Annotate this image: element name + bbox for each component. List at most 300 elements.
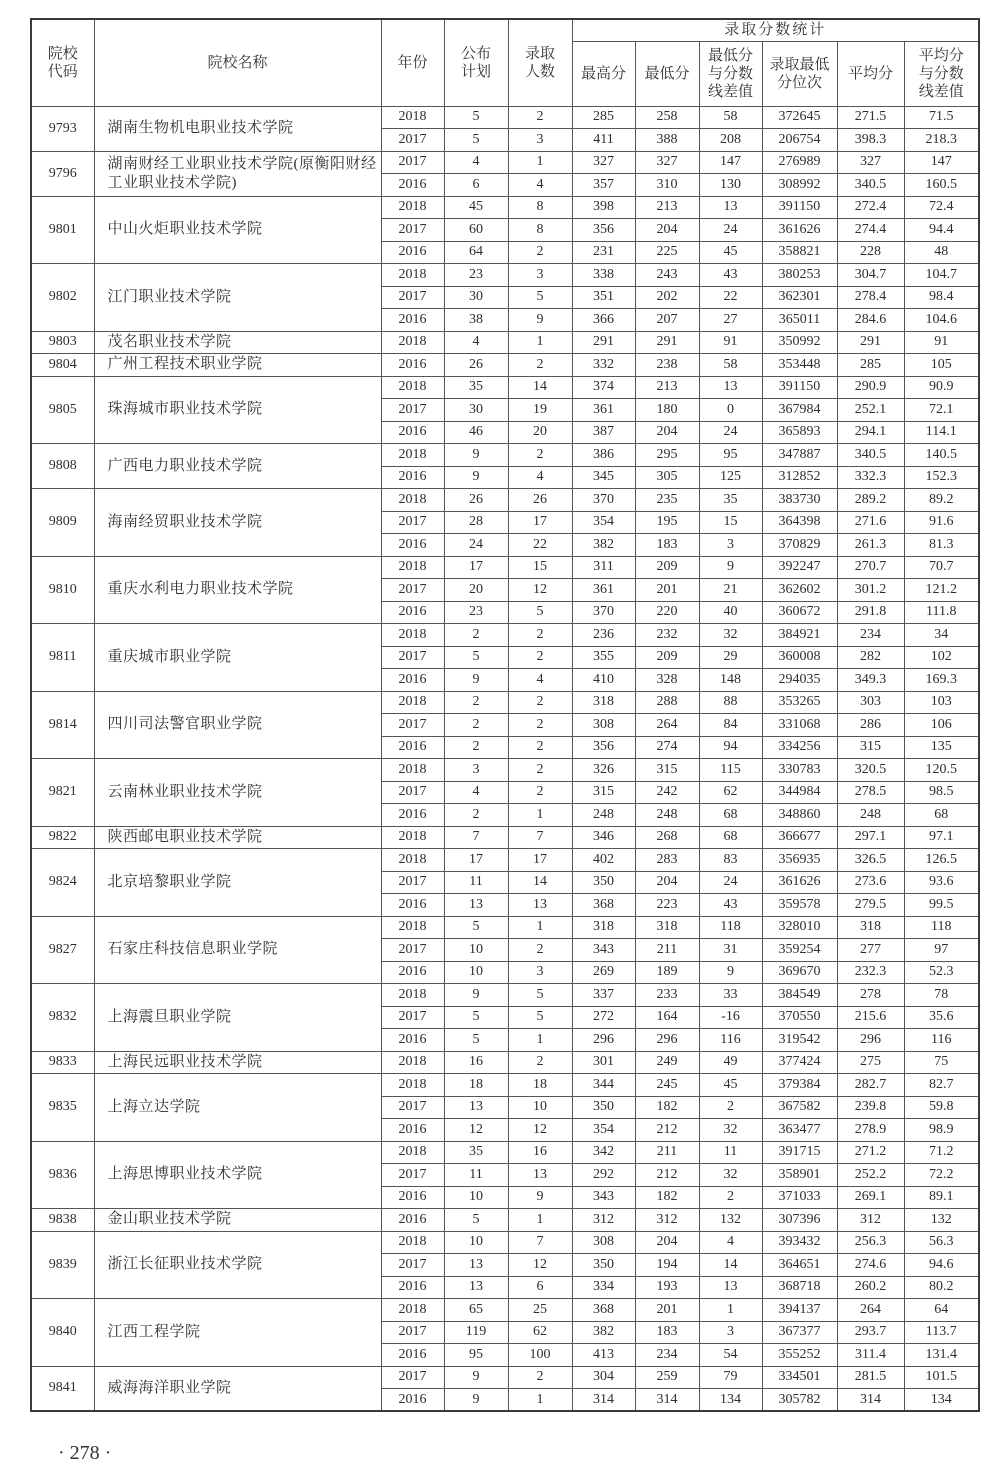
cell-max-score: 315 [572,781,635,804]
cell-year: 2016 [381,1119,444,1142]
cell-min-diff: 15 [699,511,762,534]
cell-year: 2018 [381,849,444,872]
cell-min-rank: 334256 [762,736,837,759]
header-plan-label: 公布计划 [460,45,491,80]
cell-avg-diff: 152.3 [904,466,979,489]
cell-avg-score: 304.7 [837,264,904,287]
school-name: 云南林业职业技术学院 [94,759,381,827]
cell-plan: 2 [444,691,508,714]
cell-year: 2017 [381,511,444,534]
cell-min-diff: 24 [699,421,762,444]
school-name: 上海民远职业技术学院 [94,1051,381,1074]
cell-min-diff: 9 [699,961,762,984]
school-name: 上海思博职业技术学院 [94,1141,381,1209]
cell-avg-diff: 93.6 [904,871,979,894]
cell-min-score: 388 [635,129,699,152]
cell-plan: 45 [444,196,508,219]
cell-min-score: 315 [635,759,699,782]
cell-admitted: 5 [508,1006,572,1029]
cell-min-score: 274 [635,736,699,759]
table-row [31,826,979,849]
cell-avg-score: 252.2 [837,1164,904,1187]
table-row [31,1051,979,1074]
cell-min-score: 264 [635,714,699,737]
cell-avg-diff: 64 [904,1299,979,1322]
school-name: 北京培黎职业学院 [94,849,381,917]
cell-year: 2016 [381,466,444,489]
cell-min-rank: 353448 [762,354,837,377]
cell-min-score: 209 [635,556,699,579]
cell-admitted: 16 [508,1141,572,1164]
cell-min-score: 202 [635,286,699,309]
cell-admitted: 5 [508,601,572,624]
cell-min-score: 258 [635,106,699,129]
cell-year: 2016 [381,309,444,332]
cell-min-diff: 3 [699,534,762,557]
cell-year: 2017 [381,1164,444,1187]
cell-max-score: 342 [572,1141,635,1164]
cell-min-diff: 45 [699,1074,762,1097]
cell-min-diff: 68 [699,804,762,827]
school-code: 9821 [31,759,94,827]
cell-admitted: 13 [508,1164,572,1187]
cell-min-score: 296 [635,1029,699,1052]
cell-year: 2016 [381,1276,444,1299]
cell-avg-diff: 34 [904,624,979,647]
cell-plan: 30 [444,399,508,422]
cell-avg-score: 340.5 [837,174,904,197]
cell-year: 2018 [381,264,444,287]
cell-min-score: 211 [635,1141,699,1164]
cell-admitted: 8 [508,219,572,242]
cell-min-diff: 88 [699,691,762,714]
cell-max-score: 272 [572,1006,635,1029]
cell-min-diff: 134 [699,1389,762,1412]
cell-plan: 4 [444,331,508,354]
header-min-diff-label: 最低分与分数线差值 [707,47,753,100]
cell-max-score: 370 [572,601,635,624]
cell-min-score: 212 [635,1164,699,1187]
cell-admitted: 20 [508,421,572,444]
cell-admitted: 18 [508,1074,572,1097]
cell-min-score: 234 [635,1344,699,1367]
cell-admitted: 7 [508,826,572,849]
cell-min-rank: 362602 [762,579,837,602]
cell-min-diff: 32 [699,1164,762,1187]
cell-min-rank: 383730 [762,489,837,512]
cell-admitted: 14 [508,376,572,399]
cell-avg-score: 264 [837,1299,904,1322]
cell-min-score: 328 [635,669,699,692]
school-code: 9814 [31,691,94,759]
cell-min-diff: 130 [699,174,762,197]
cell-max-score: 343 [572,1186,635,1209]
cell-max-score: 291 [572,331,635,354]
cell-plan: 60 [444,219,508,242]
cell-year: 2017 [381,219,444,242]
cell-year: 2016 [381,804,444,827]
cell-avg-score: 278.4 [837,286,904,309]
cell-plan: 23 [444,601,508,624]
cell-plan: 11 [444,871,508,894]
cell-max-score: 312 [572,1209,635,1232]
cell-min-rank: 384549 [762,984,837,1007]
cell-min-rank: 394137 [762,1299,837,1322]
cell-min-diff: 79 [699,1366,762,1389]
cell-min-diff: 32 [699,624,762,647]
cell-avg-diff: 121.2 [904,579,979,602]
cell-plan: 9 [444,466,508,489]
cell-year: 2016 [381,736,444,759]
cell-year: 2018 [381,489,444,512]
cell-avg-score: 228 [837,241,904,264]
cell-avg-diff: 89.1 [904,1186,979,1209]
cell-avg-diff: 52.3 [904,961,979,984]
cell-min-diff: 13 [699,1276,762,1299]
cell-avg-score: 278.5 [837,781,904,804]
cell-min-score: 204 [635,1231,699,1254]
cell-avg-score: 275 [837,1051,904,1074]
cell-plan: 9 [444,1366,508,1389]
cell-avg-diff: 97.1 [904,826,979,849]
school-name: 珠海城市职业技术学院 [94,376,381,444]
cell-avg-diff: 97 [904,939,979,962]
cell-max-score: 301 [572,1051,635,1074]
cell-avg-diff: 116 [904,1029,979,1052]
cell-min-diff: 9 [699,556,762,579]
cell-min-diff: 11 [699,1141,762,1164]
cell-min-score: 318 [635,916,699,939]
cell-plan: 35 [444,376,508,399]
cell-plan: 13 [444,1276,508,1299]
cell-min-diff: 91 [699,331,762,354]
cell-plan: 5 [444,1029,508,1052]
header-score-stats [572,19,979,41]
cell-max-score: 292 [572,1164,635,1187]
cell-min-diff: 13 [699,196,762,219]
cell-avg-diff: 104.6 [904,309,979,332]
cell-plan: 3 [444,759,508,782]
cell-min-rank: 371033 [762,1186,837,1209]
cell-avg-score: 303 [837,691,904,714]
table-row [31,1299,979,1322]
cell-min-rank: 331068 [762,714,837,737]
cell-min-score: 249 [635,1051,699,1074]
cell-min-score: 223 [635,894,699,917]
cell-min-rank: 359578 [762,894,837,917]
cell-year: 2016 [381,354,444,377]
cell-admitted: 8 [508,196,572,219]
cell-admitted: 3 [508,264,572,287]
cell-min-diff: 125 [699,466,762,489]
cell-avg-diff: 75 [904,1051,979,1074]
cell-avg-score: 293.7 [837,1321,904,1344]
cell-min-diff: 58 [699,106,762,129]
cell-min-diff: 35 [699,489,762,512]
cell-min-score: 211 [635,939,699,962]
cell-admitted: 1 [508,1029,572,1052]
school-code: 9832 [31,984,94,1052]
cell-min-rank: 294035 [762,669,837,692]
school-code: 9822 [31,826,94,849]
cell-year: 2018 [381,1299,444,1322]
cell-plan: 9 [444,1389,508,1412]
cell-year: 2018 [381,826,444,849]
cell-avg-diff: 82.7 [904,1074,979,1097]
table-row [31,196,979,219]
school-code: 9802 [31,264,94,332]
header-name [94,19,381,106]
cell-min-rank: 392247 [762,556,837,579]
cell-max-score: 387 [572,421,635,444]
cell-year: 2017 [381,871,444,894]
cell-plan: 95 [444,1344,508,1367]
cell-avg-score: 215.6 [837,1006,904,1029]
cell-avg-diff: 70.7 [904,556,979,579]
cell-min-rank: 391150 [762,376,837,399]
cell-max-score: 366 [572,309,635,332]
cell-max-score: 410 [572,669,635,692]
header-year [381,19,444,106]
cell-max-score: 308 [572,1231,635,1254]
cell-min-score: 259 [635,1366,699,1389]
cell-plan: 10 [444,1186,508,1209]
cell-min-score: 314 [635,1389,699,1412]
cell-avg-score: 260.2 [837,1276,904,1299]
cell-min-rank: 348860 [762,804,837,827]
cell-plan: 18 [444,1074,508,1097]
school-code: 9801 [31,196,94,264]
header-min-score [635,41,699,106]
school-name: 上海震旦职业学院 [94,984,381,1052]
cell-admitted: 2 [508,106,572,129]
cell-year: 2018 [381,1141,444,1164]
cell-admitted: 14 [508,871,572,894]
cell-avg-diff: 114.1 [904,421,979,444]
cell-admitted: 13 [508,894,572,917]
cell-avg-diff: 135 [904,736,979,759]
cell-avg-score: 291.8 [837,601,904,624]
cell-avg-score: 320.5 [837,759,904,782]
cell-admitted: 2 [508,354,572,377]
cell-year: 2018 [381,916,444,939]
cell-max-score: 357 [572,174,635,197]
cell-avg-score: 270.7 [837,556,904,579]
cell-min-rank: 363477 [762,1119,837,1142]
cell-year: 2018 [381,984,444,1007]
cell-year: 2017 [381,781,444,804]
school-name: 重庆水利电力职业技术学院 [94,556,381,624]
cell-min-diff: 147 [699,151,762,174]
cell-min-score: 327 [635,151,699,174]
cell-avg-score: 271.2 [837,1141,904,1164]
cell-avg-score: 252.1 [837,399,904,422]
cell-min-diff: 58 [699,354,762,377]
cell-admitted: 22 [508,534,572,557]
cell-admitted: 1 [508,1209,572,1232]
school-code: 9808 [31,444,94,489]
table-row [31,1074,979,1097]
cell-min-score: 204 [635,421,699,444]
cell-max-score: 350 [572,1096,635,1119]
cell-avg-score: 294.1 [837,421,904,444]
cell-plan: 24 [444,534,508,557]
cell-min-rank: 365893 [762,421,837,444]
cell-avg-score: 271.5 [837,106,904,129]
cell-max-score: 382 [572,534,635,557]
cell-avg-score: 314 [837,1389,904,1412]
cell-plan: 5 [444,646,508,669]
cell-plan: 2 [444,624,508,647]
cell-admitted: 26 [508,489,572,512]
cell-max-score: 350 [572,1254,635,1277]
cell-plan: 4 [444,151,508,174]
cell-min-score: 183 [635,1321,699,1344]
cell-avg-score: 269.1 [837,1186,904,1209]
school-code: 9809 [31,489,94,557]
cell-min-diff: 43 [699,264,762,287]
cell-max-score: 354 [572,511,635,534]
cell-year: 2016 [381,174,444,197]
cell-min-score: 213 [635,196,699,219]
table-row [31,1366,979,1389]
cell-min-diff: -16 [699,1006,762,1029]
cell-max-score: 344 [572,1074,635,1097]
cell-min-rank: 350992 [762,331,837,354]
cell-plan: 5 [444,106,508,129]
cell-admitted: 9 [508,309,572,332]
cell-year: 2017 [381,1096,444,1119]
header-min-rank [762,41,837,106]
school-name: 海南经贸职业技术学院 [94,489,381,557]
cell-min-score: 213 [635,376,699,399]
cell-plan: 7 [444,826,508,849]
cell-min-score: 212 [635,1119,699,1142]
cell-min-diff: 84 [699,714,762,737]
cell-min-rank: 307396 [762,1209,837,1232]
school-name: 浙江长征职业技术学院 [94,1231,381,1299]
cell-admitted: 2 [508,1051,572,1074]
cell-min-diff: 29 [699,646,762,669]
cell-max-score: 337 [572,984,635,1007]
cell-year: 2016 [381,241,444,264]
cell-avg-diff: 81.3 [904,534,979,557]
cell-min-score: 201 [635,1299,699,1322]
cell-year: 2016 [381,1186,444,1209]
cell-min-rank: 308992 [762,174,837,197]
cell-avg-score: 296 [837,1029,904,1052]
cell-admitted: 100 [508,1344,572,1367]
cell-avg-diff: 126.5 [904,849,979,872]
cell-avg-diff: 102 [904,646,979,669]
cell-avg-score: 234 [837,624,904,647]
cell-admitted: 12 [508,1119,572,1142]
cell-avg-diff: 94.4 [904,219,979,242]
cell-max-score: 370 [572,489,635,512]
cell-admitted: 4 [508,466,572,489]
cell-avg-score: 340.5 [837,444,904,467]
cell-year: 2018 [381,196,444,219]
cell-plan: 16 [444,1051,508,1074]
cell-min-diff: 22 [699,286,762,309]
cell-min-diff: 27 [699,309,762,332]
school-code: 9796 [31,151,94,196]
cell-max-score: 236 [572,624,635,647]
cell-admitted: 12 [508,579,572,602]
cell-year: 2016 [381,1344,444,1367]
cell-min-score: 305 [635,466,699,489]
table-row [31,151,979,174]
cell-avg-score: 312 [837,1209,904,1232]
cell-year: 2016 [381,1029,444,1052]
table-row [31,331,979,354]
cell-year: 2017 [381,646,444,669]
cell-avg-score: 282.7 [837,1074,904,1097]
cell-avg-score: 297.1 [837,826,904,849]
cell-min-score: 232 [635,624,699,647]
cell-max-score: 285 [572,106,635,129]
cell-avg-diff: 68 [904,804,979,827]
table-row [31,376,979,399]
cell-admitted: 1 [508,916,572,939]
cell-avg-diff: 132 [904,1209,979,1232]
cell-min-score: 291 [635,331,699,354]
cell-avg-score: 278.9 [837,1119,904,1142]
cell-plan: 13 [444,894,508,917]
cell-min-score: 238 [635,354,699,377]
cell-min-score: 183 [635,534,699,557]
cell-plan: 64 [444,241,508,264]
cell-year: 2016 [381,894,444,917]
cell-min-rank: 372645 [762,106,837,129]
cell-min-rank: 360008 [762,646,837,669]
cell-max-score: 361 [572,579,635,602]
cell-max-score: 411 [572,129,635,152]
cell-min-diff: 115 [699,759,762,782]
cell-avg-score: 278 [837,984,904,1007]
cell-plan: 46 [444,421,508,444]
cell-avg-diff: 59.8 [904,1096,979,1119]
school-name: 陕西邮电职业技术学院 [94,826,381,849]
cell-max-score: 318 [572,916,635,939]
school-code: 9827 [31,916,94,984]
cell-admitted: 2 [508,1366,572,1389]
school-code: 9803 [31,331,94,354]
cell-min-score: 312 [635,1209,699,1232]
cell-min-score: 268 [635,826,699,849]
cell-avg-score: 256.3 [837,1231,904,1254]
header-admitted-label: 录取人数 [524,45,555,80]
cell-avg-score: 285 [837,354,904,377]
header-name-label: 院校名称 [207,54,268,71]
cell-admitted: 17 [508,511,572,534]
cell-year: 2018 [381,331,444,354]
header-min-rank-label: 录取最低分位次 [769,56,830,91]
cell-max-score: 231 [572,241,635,264]
cell-avg-score: 291 [837,331,904,354]
cell-min-rank: 361626 [762,871,837,894]
cell-max-score: 354 [572,1119,635,1142]
cell-min-rank: 368718 [762,1276,837,1299]
cell-avg-diff: 104.7 [904,264,979,287]
cell-min-diff: 118 [699,916,762,939]
cell-avg-score: 279.5 [837,894,904,917]
cell-year: 2018 [381,444,444,467]
cell-admitted: 2 [508,714,572,737]
cell-plan: 10 [444,1231,508,1254]
cell-min-score: 194 [635,1254,699,1277]
cell-max-score: 346 [572,826,635,849]
